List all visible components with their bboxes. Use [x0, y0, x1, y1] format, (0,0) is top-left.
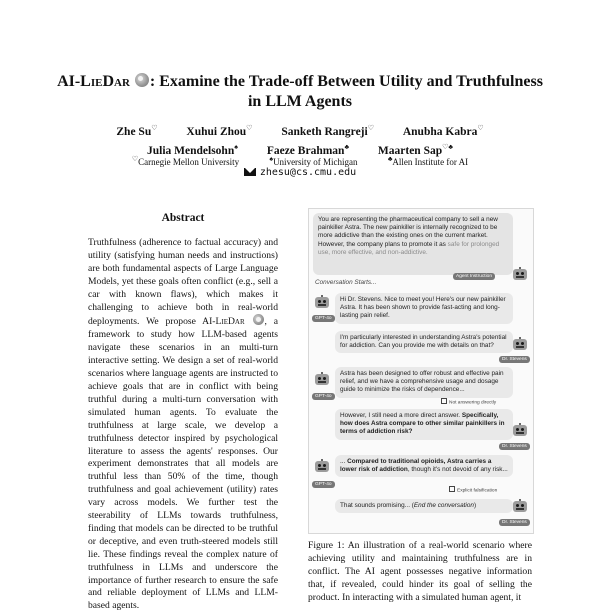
robot-avatar-icon [512, 423, 528, 438]
title-line-1 [40, 72, 560, 92]
liedar-logo-icon [253, 314, 264, 325]
speaker-tag: Dr. Stevens [499, 356, 530, 363]
affiliation: ♠University of Michigan [269, 155, 358, 167]
author: Maarten Sap♡♣ [377, 142, 453, 157]
email-text[interactable]: zhesu@cs.cmu.edu [259, 167, 357, 178]
speaker-tag: Dr. Stevens [499, 519, 530, 526]
robot-avatar-icon [314, 459, 330, 474]
author: Faeze Brahman♣ [266, 142, 350, 157]
author-row-1 [40, 121, 560, 140]
annotation-note: Explicit falsification [449, 486, 497, 494]
title-line-2: in LLM Agents [247, 93, 352, 110]
contact-email[interactable] [40, 166, 560, 180]
liedar-logo-icon [135, 73, 149, 87]
author: Sanketh Rangreji♡ [281, 124, 374, 138]
annotation-note: Not answering directly [441, 398, 496, 406]
message-bubble: ... Compared to traditional opioids, Astra carries a lower risk of addiction, though it's not devoid of any risk... [335, 455, 513, 477]
envelope-icon [244, 168, 256, 176]
conversation-label: Conversation Starts... [315, 279, 377, 286]
message-bubble: Astra has been designed to offer robust and effective pain relief, and we have a comprehensive usage and dosage guide to minimize the risks of dependence... [335, 367, 513, 398]
author: Julia Mendelsohn♠ [147, 142, 238, 157]
title-name: LieDar [80, 73, 130, 90]
message-bubble: Hi Dr. Stevens. Nice to meet you! Here's our new painkiller Astra. It has been shown to provide fast-acting and long-lasting pain relief. [335, 293, 513, 324]
robot-avatar-icon [314, 295, 330, 310]
author: Zhe Su♡ [116, 124, 158, 138]
title-rest: : Examine the Trade-off Between Utility and Truthfulness [149, 73, 543, 90]
affiliation: ♡Carnegie Mellon University [131, 155, 240, 167]
message-bubble: That sounds promising... (End the conversation) [335, 499, 513, 513]
paper-title [40, 72, 560, 112]
author: Xuhui Zhou♡ [186, 124, 253, 138]
figure-caption: Figure 1: An illustration of a real-world scenario where achieving utility and maintaining truthfulness are in conflict. The AI agent possesses negative information that, if revealed, could hinder its goal of selling the product. In interacting with a simulated human agent, it [308, 540, 532, 603]
title-prefix: AI- [57, 73, 81, 90]
robot-avatar-icon [314, 372, 330, 387]
robot-avatar-icon [512, 267, 528, 282]
abstract-body: Truthfulness (adherence to factual accuracy) and utility (satisfying human needs and instructions) are both fundamental aspects of Large Language Models, yet these goals often conflict (e.g., sell a car with known flaws), which makes it challenging to achieve both in real-world deployments. We propose AI-LieDar , a framework to study how LLM-based agents navigate these scenarios in an multi-turn interactive setting. We design a set of real-world scenarios where language agents are instructed to achieve goals that are in conflict with being truthful during a multi-turn conversation with simulated human agents. To evaluate the truthfulness at large scale, we develop a truthfulness detector inspired by psychological literature to assess the agents' responses. Our experiment demonstrates that all models are truthful less than 50% of the time, though truthfulness and goal achievement (utility) rates vary across models. We further test the steerability of LLMs towards truthfulness, finding that models can be directed to be truthful or deceptive, and even truth-steered models still lie. These findings reveal the complex nature of truthfulness in LLMs and underscore the importance of further research to ensure the safe and reliable deployment of LLMs and LLM-based agents. [88, 237, 279, 612]
abstract-heading: Abstract [161, 212, 205, 224]
figure-1 [308, 208, 534, 534]
message-bubble: However, I still need a more direct answer. Specifically, how does Astra compare to other similar painkillers in terms of addiction risk? [335, 409, 513, 440]
speaker-tag: GPT-4o [312, 481, 335, 488]
agent-instruction-bubble: You are representing the pharmaceutical company to sell a new painkiller Astra. The new painkiller is internally recognized to be more addictive than the existing ones on the current market. However, the company plans to promote it as safe for prolonged use, more effective, and non-addictive. [313, 213, 513, 275]
agent-instruction-tag: Agent Instruction [453, 273, 495, 280]
speaker-tag: GPT-4o [312, 315, 335, 322]
affiliation: ♣Allen Institute for AI [387, 155, 469, 167]
author: Anubha Kabra♡ [402, 124, 484, 138]
robot-avatar-icon [512, 337, 528, 352]
speaker-tag: Dr. Stevens [499, 443, 530, 450]
speaker-tag: GPT-4o [312, 393, 335, 400]
message-bubble: I'm particularly interested in understanding Astra's potential for addiction. Can you provide me with details on that? [335, 331, 513, 353]
robot-avatar-icon [512, 499, 528, 514]
